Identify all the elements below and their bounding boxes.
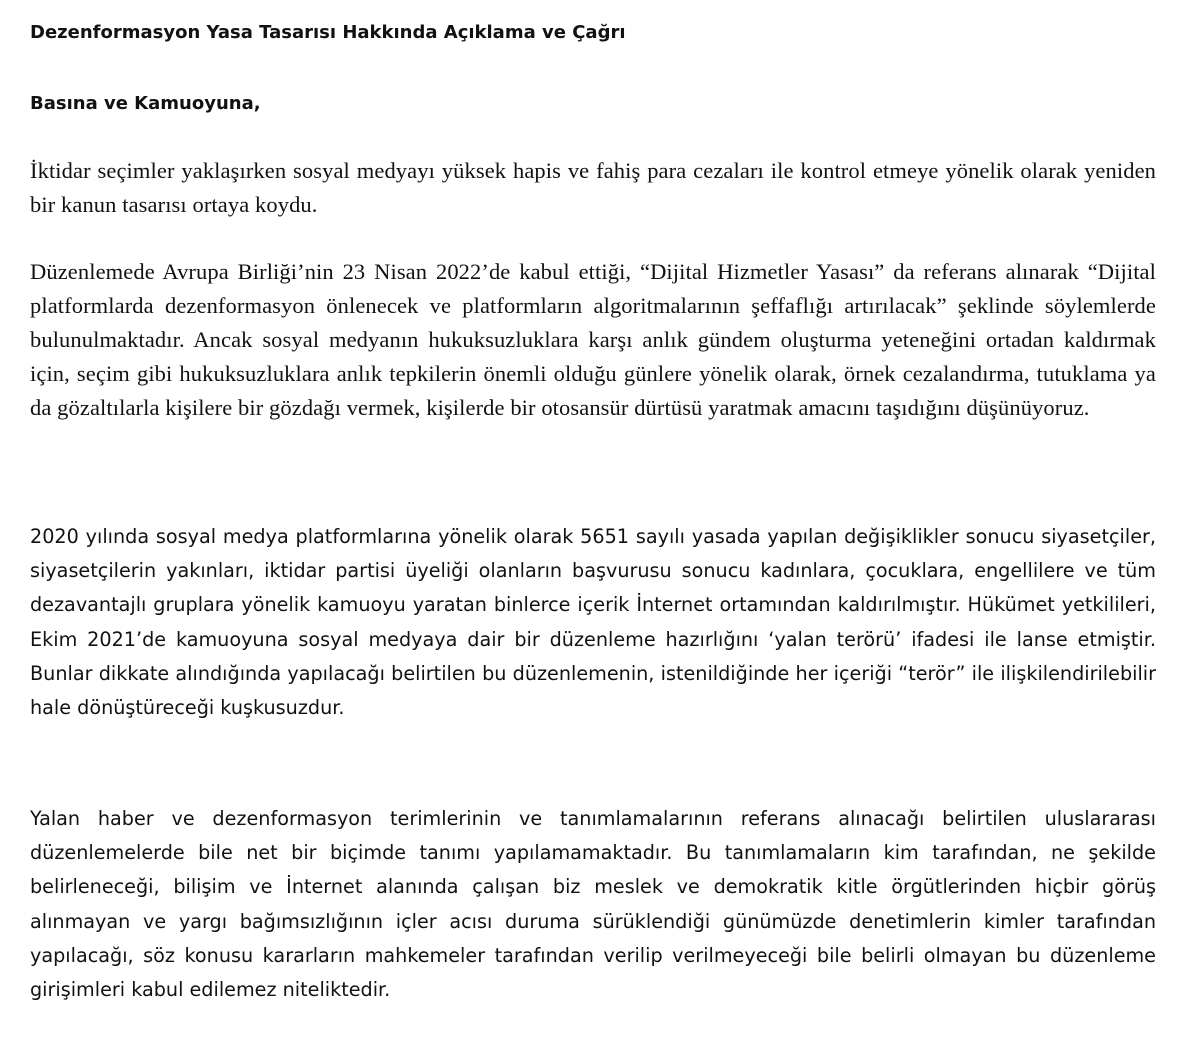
paragraph-intro: İktidar seçimler yaklaşırken sosyal medyayı yüksek hapis ve fahiş para cezaları ile kontrol etmeye yönelik olarak yeniden bir kanun tasarısı ortaya koydu. [30,158,1156,217]
paragraph-definitions: Yalan haber ve dezenformasyon terimlerinin ve tanımlamalarının referans alınacağı belirtilen uluslararası düzenlemelerde bile net bir biçimde tanımı yapılamamaktadır. Bu tanımlamaların kim tarafından, ne şekilde belirleneceği, bilişim ve İnternet alanında çalışan biz meslek ve demokratik kitle örgütlerinden hiçbir görüş alınmayan ve yargı bağımsızlığının içler acısı duruma sürüklendiği günümüzde denetimlerin kimler tarafından yapılacağı, söz konusu kararların mahkemeler tarafından verilip verilmeyeceği bile belirli olmayan bu düzenleme girişimleri kabul edilemez niteliktedir. [30,807,1156,1002]
greeting: Basına ve Kamuoyuna, [30,93,261,114]
paragraph-2020-law: 2020 yılında sosyal medya platformlarına yönelik olarak 5651 sayılı yasada yapılan değişiklikler sonucu siyasetçiler, siyasetçilerin yakınları, iktidar partisi üyeliği olanların başvurusu sonucu kadınlara, çocuklara, engellilere ve tüm dezavantajlı gruplara yönelik kamuoyu yaratan binlerce içerik İnternet ortamından kaldırılmıştır. Hükümet yetkilileri, Ekim 2021’de kamuoyuna sosyal medyaya dair bir düzenleme hazırlığını ‘yalan terörü’ ifadesi ile lanse etmiştir. Bunlar dikkate alındığında yapılacağı belirtilen bu düzenlemenin, istenildiğinde her içeriği “terör” ile ilişkilendirilebilir hale dönüştüreceği kuşkusuzdur. [30,525,1156,720]
document-title: Dezenformasyon Yasa Tasarısı Hakkında Açıklama ve Çağrı [30,22,626,43]
paragraph-eu-reference: Düzenlemede Avrupa Birliği’nin 23 Nisan 2022’de kabul ettiği, “Dijital Hizmetler Yasası” da referans alınarak “Dijital platformlarda dezenformasyon önlenecek ve platformların algoritmalarının şeffaflığı artırılacak” şeklinde söylemlerde bulunulmaktadır. Ancak sosyal medyanın hukuksuzluklara karşı anlık gündem oluşturma yeteneğini ortadan kaldırmak için, seçim gibi hukuksuzluklara anlık tepkilerin önemli olduğu günlere yönelik olarak, örnek cezalandırma, tutuklama ya da gözaltılarla kişilere bir gözdağı vermek, kişilerde bir otosansür dürtüsü yaratmak amacını taşıdığını düşünüyoruz. [30,259,1156,420]
